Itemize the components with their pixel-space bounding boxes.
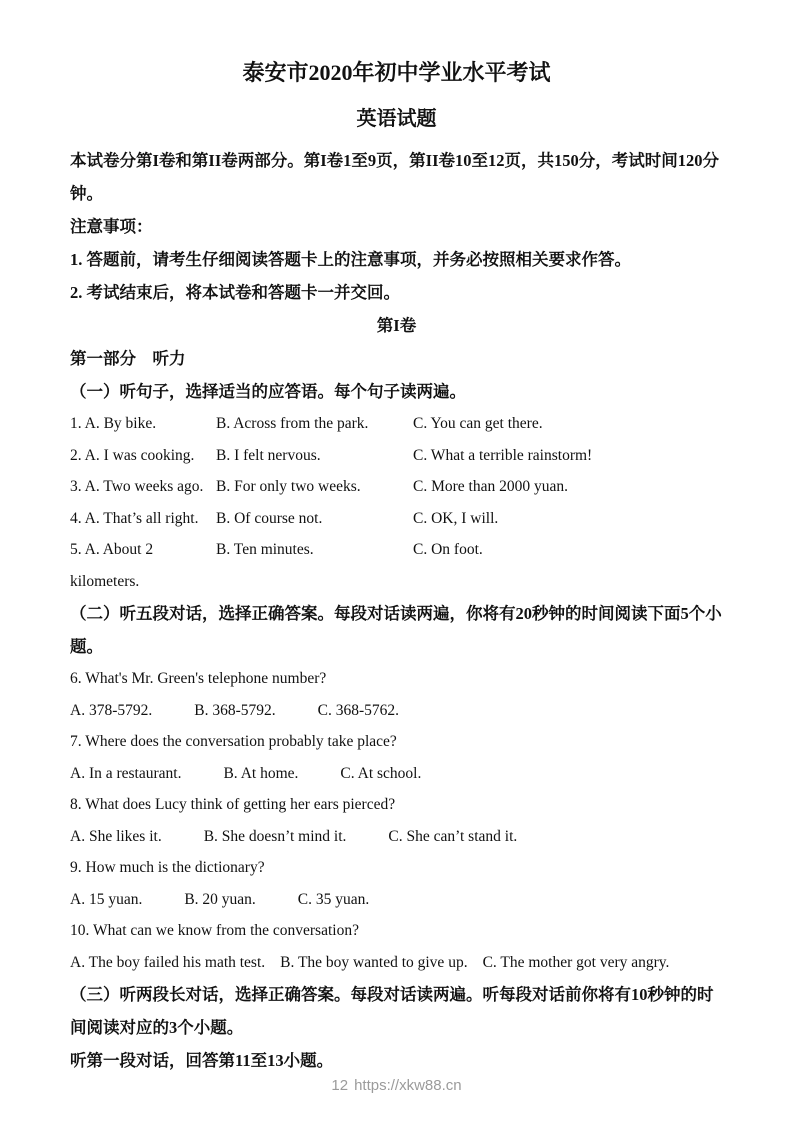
watermark-link: https://xkw88.cn bbox=[354, 1077, 462, 1094]
option-b: B. Ten minutes. bbox=[216, 541, 314, 558]
question-text: 8. What does Lucy think of getting her ears pierced? bbox=[70, 796, 396, 813]
question-block-10 bbox=[70, 915, 723, 978]
intro-paragraph: 本试卷分第I卷和第II卷两部分。第I卷1至9页，第II卷10至12页，共150分，考试时间120分钟。 bbox=[70, 151, 720, 203]
option-c: C. At school. bbox=[340, 764, 422, 782]
option-c: C. 35 yuan. bbox=[297, 890, 370, 908]
question-options bbox=[70, 758, 723, 790]
question-options bbox=[70, 695, 723, 727]
section3-heading: （三）听两段长对话，选择正确答案。每段对话读两遍。听每段对话前你将有10秒钟的时间阅读对应的3个小题。 bbox=[70, 985, 714, 1037]
listening-answer-row-5 bbox=[70, 534, 723, 597]
question-text: 7. Where does the conversation probably take place? bbox=[70, 733, 397, 750]
option-c: C. 368-5762. bbox=[317, 701, 399, 719]
page-footer bbox=[0, 1077, 793, 1094]
section3-sub-instruction: 听第一段对话，回答第11至13小题。 bbox=[70, 1051, 334, 1070]
listening-answer-row-2 bbox=[70, 440, 723, 472]
listening-answer-row-1 bbox=[70, 408, 723, 440]
option-c: C. She can’t stand it. bbox=[388, 827, 518, 845]
option-a: A. 378-5792. bbox=[70, 701, 153, 719]
option-b: B. I felt nervous. bbox=[216, 446, 321, 464]
option-b: B. For only two weeks. bbox=[216, 478, 361, 495]
notice-heading: 注意事项： bbox=[70, 217, 153, 236]
option-c: C. OK, I will. bbox=[413, 509, 499, 527]
listening-answer-row-4 bbox=[70, 503, 723, 535]
option-c: C. On foot. bbox=[413, 541, 483, 558]
part-heading: 第一部分 听力 bbox=[70, 349, 186, 368]
option-b: B. Across from the park. bbox=[216, 415, 369, 432]
section2-heading: （二）听五段对话，选择正确答案。每段对话读两遍，你将有20秒钟的时间阅读下面5个小题。 bbox=[70, 604, 722, 656]
question-block-7 bbox=[70, 726, 723, 789]
option-a: 4. A. That’s all right. bbox=[70, 509, 199, 527]
option-a: A. 15 yuan. bbox=[70, 890, 143, 908]
question-options bbox=[70, 884, 723, 916]
question-block-6 bbox=[70, 663, 723, 726]
option-b: B. The boy wanted to give up. bbox=[280, 953, 468, 971]
volume-heading: 第I卷 bbox=[376, 316, 417, 335]
option-b: B. At home. bbox=[223, 764, 299, 782]
page-number: 12 bbox=[331, 1077, 349, 1094]
option-c: C. What a terrible rainstorm! bbox=[413, 446, 593, 464]
option-b: B. 20 yuan. bbox=[184, 890, 256, 908]
page-subtitle: 英语试题 bbox=[356, 108, 437, 130]
option-c: C. The mother got very angry. bbox=[482, 953, 670, 971]
question-text: 10. What can we know from the conversation? bbox=[70, 922, 359, 939]
option-a: A. The boy failed his math test. bbox=[70, 953, 266, 971]
question-block-9 bbox=[70, 852, 723, 915]
option-a: A. In a restaurant. bbox=[70, 764, 182, 782]
option-b: B. 368-5792. bbox=[194, 701, 276, 719]
option-a: 5. A. About 2 kilometers. bbox=[70, 541, 154, 590]
option-b: B. Of course not. bbox=[216, 509, 323, 527]
notice-item-2: 2. 考试结束后，将本试卷和答题卡一并交回。 bbox=[70, 283, 400, 302]
option-a: 2. A. I was cooking. bbox=[70, 446, 195, 464]
question-block-8 bbox=[70, 789, 723, 852]
option-c: C. More than 2000 yuan. bbox=[413, 478, 568, 495]
question-options bbox=[70, 821, 723, 853]
question-text: 9. How much is the dictionary? bbox=[70, 859, 265, 876]
option-a: 1. A. By bike. bbox=[70, 415, 157, 432]
question-options bbox=[70, 947, 723, 979]
page-title: 泰安市2020年初中学业水平考试 bbox=[242, 60, 551, 85]
question-text: 6. What's Mr. Green's telephone number? bbox=[70, 670, 327, 687]
option-c: C. You can get there. bbox=[413, 415, 543, 432]
option-b: B. She doesn’t mind it. bbox=[203, 827, 347, 845]
section1-heading: （一）听句子，选择适当的应答语。每个句子读两遍。 bbox=[70, 382, 466, 401]
option-a: A. She likes it. bbox=[70, 827, 162, 845]
notice-item-1: 1. 答题前，请考生仔细阅读答题卡上的注意事项，并务必按照相关要求作答。 bbox=[70, 250, 631, 269]
option-a: 3. A. Two weeks ago. bbox=[70, 478, 204, 495]
listening-answer-row-3 bbox=[70, 471, 723, 503]
